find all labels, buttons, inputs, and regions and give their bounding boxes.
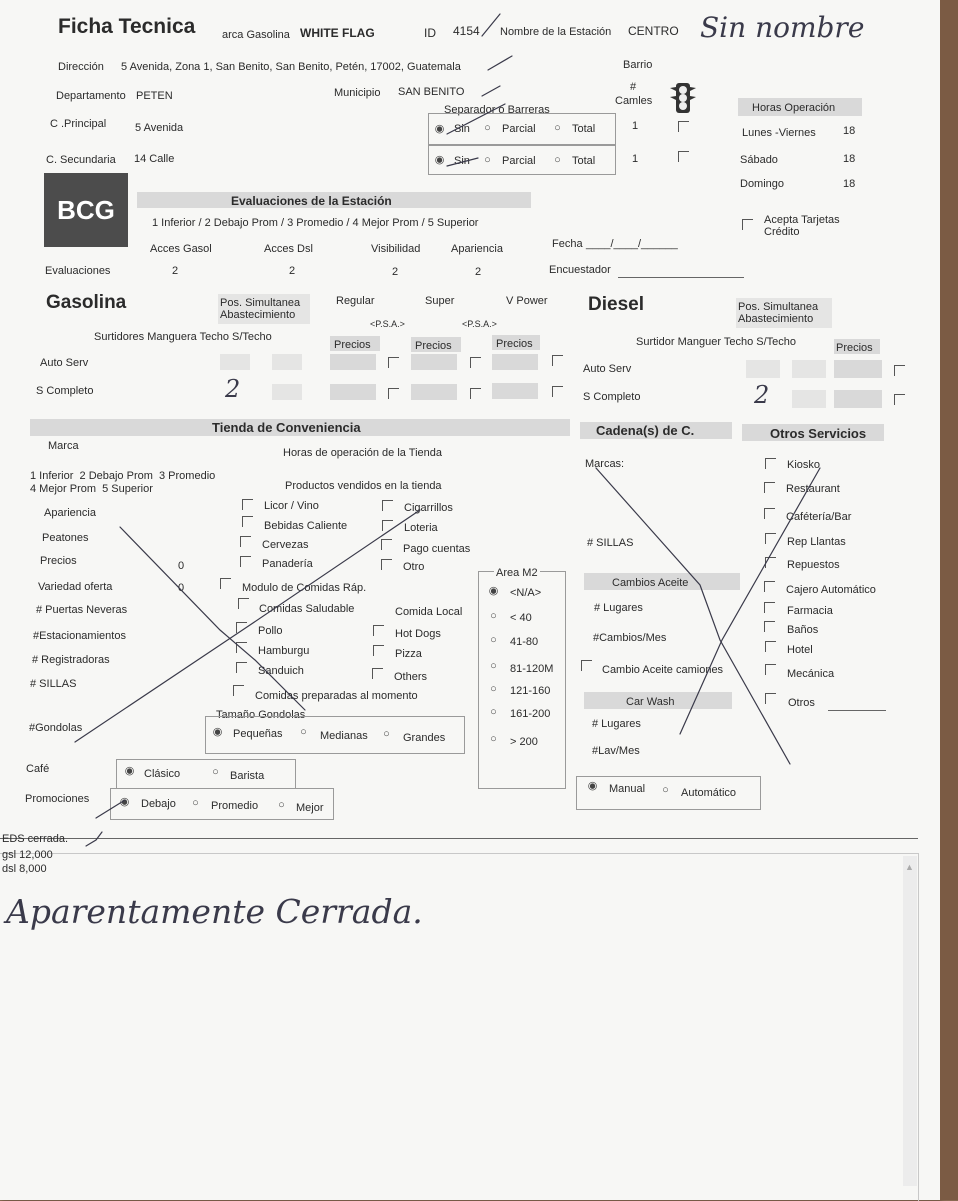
otros-title: Otros Servicios (770, 426, 867, 441)
sin-label-2: Sin (454, 155, 470, 167)
gas-psa-2: <P.S.A.> (462, 319, 497, 329)
automatico-label: Automático (681, 787, 737, 799)
radio-barista[interactable]: ○ (212, 766, 219, 778)
comida-local: Comida Local (395, 606, 463, 618)
tienda-title: Tienda de Conveniencia (212, 420, 361, 435)
separador-label: Separador o Barreras (444, 104, 550, 116)
otros-item-8: Baños (787, 624, 819, 636)
eval-col-4-label: Apariencia (451, 243, 503, 255)
otros-item-9: Hotel (787, 644, 813, 656)
direccion-value: 5 Avenida, Zona 1, San Benito, San Benito, Petén, 17002, Guatemala (121, 61, 461, 73)
area-radio-3[interactable]: ○ (490, 634, 497, 646)
gas-pos-sim: Pos. Simultanea Abastecimiento (220, 297, 301, 321)
horas-val-3: 18 (843, 178, 856, 190)
rating-label-7: # Registradoras (32, 654, 110, 666)
evaluaciones-title: Evaluaciones de la Estación (231, 194, 392, 208)
prod-left-4: Panadería (262, 558, 313, 570)
gas-s-completo-hand: 2 (225, 375, 241, 403)
id-value: 4154 (453, 24, 480, 38)
prod-left-3: Cervezas (262, 539, 309, 551)
radio-grandes[interactable]: ○ (383, 728, 390, 740)
nombre-handwritten: Sin nombre (700, 11, 865, 44)
principal-value: 5 Avenida (135, 122, 184, 134)
tienda-productos: Productos vendidos en la tienda (285, 480, 442, 492)
otros-item-1: Kiosko (787, 459, 821, 471)
form-title: Ficha Tecnica (58, 15, 196, 38)
total-label-1: Total (572, 123, 596, 135)
horas-day-2: Sábado (740, 154, 778, 166)
eval-col-2-label: Acces Dsl (264, 243, 313, 255)
radio-total-1[interactable]: ○ (554, 122, 561, 134)
camiles-label: Camles (615, 95, 653, 107)
departamento-value: PETEN (136, 90, 173, 102)
gas-super: Super (425, 295, 455, 307)
comida-1: Comidas Saludable (259, 603, 355, 615)
gas-precios-3: Precios (496, 338, 533, 350)
gondola-1: Pequeñas (233, 728, 283, 740)
tienda-marca: Marca (48, 440, 79, 452)
camiones-label: Cambio Aceite camiones (602, 664, 724, 676)
gondola-3: Grandes (403, 732, 446, 744)
comida-2: Pollo (258, 625, 283, 637)
radio-parcial-2[interactable]: ○ (484, 154, 491, 166)
cambios-mes: #Cambios/Mes (593, 632, 667, 644)
radio-sin-1[interactable]: ◉ (434, 123, 445, 135)
area-radio-5[interactable]: ○ (490, 683, 497, 695)
diesel-title: Diesel (588, 294, 644, 315)
cadena-title: Cadena(s) de C. (596, 423, 695, 438)
notes-line-3: dsl 8,000 (2, 863, 47, 875)
radio-total-2[interactable]: ○ (554, 154, 561, 166)
otros-item-6: Cajero Automático (786, 584, 876, 596)
gas-psa-1: <P.S.A.> (370, 319, 405, 329)
rating-label-6: #Estacionamientos (33, 630, 126, 642)
area-opt-1: <N/A> (510, 587, 542, 599)
horas-title: Horas Operación (752, 102, 836, 114)
prod-right-4: Otro (403, 561, 425, 573)
rating-value-3: 0 (178, 560, 185, 572)
horas-day-3: Domingo (740, 178, 785, 190)
cadena-sillas: # SILLAS (587, 537, 634, 549)
promociones-label: Promociones (25, 793, 90, 805)
rating-label-2: Peatones (42, 532, 89, 544)
otros-item-5: Repuestos (787, 559, 840, 571)
gas-vpower: V Power (506, 295, 548, 307)
cafe-barista: Barista (230, 770, 265, 782)
gas-regular: Regular (336, 295, 375, 307)
eval-col-4-value: 2 (475, 266, 482, 278)
comida-4: Sanduich (258, 665, 304, 677)
gas-auto-serv: Auto Serv (40, 357, 89, 369)
camiles-hash: # (630, 81, 637, 93)
eval-col-1-label: Acces Gasol (150, 243, 212, 255)
rating-label-5: # Puertas Neveras (36, 604, 128, 616)
notes-handwritten: Aparentamente Cerrada. (6, 892, 423, 931)
comida-right-3: Others (394, 671, 428, 683)
gas-columns: Surtidores Manguera Techo S/Techo (94, 331, 272, 343)
prod-left-2: Bebidas Caliente (264, 520, 348, 532)
promo-mejor: Mejor (296, 802, 324, 814)
carwash-title: Car Wash (626, 696, 675, 708)
horas-val-2: 18 (843, 153, 856, 165)
otros-item-4: Rep Llantas (787, 536, 846, 548)
eval-col-3-label: Visibilidad (371, 243, 421, 255)
radio-clasico[interactable]: ◉ (124, 765, 135, 777)
rating-label-1: Apariencia (44, 507, 96, 519)
camiles-row1: 1 (632, 120, 639, 132)
camiles-row2: 1 (632, 153, 639, 165)
nombre-label: Nombre de la Estación (500, 26, 612, 38)
dsl-auto-serv: Auto Serv (583, 363, 632, 375)
area-radio-2[interactable]: ○ (490, 610, 497, 622)
gas-precios-1: Precios (334, 339, 371, 351)
municipio-value: SAN BENITO (398, 86, 465, 98)
area-opt-2: < 40 (510, 612, 532, 624)
secundaria-value: 14 Calle (134, 153, 175, 165)
prod-right-2: Loteria (404, 522, 438, 534)
gas-s-completo: S Completo (36, 385, 94, 397)
radio-automatico[interactable]: ○ (662, 784, 669, 796)
prod-right-1: Cigarrillos (404, 502, 453, 514)
secundaria-label: C. Secundaria (46, 154, 116, 166)
cambios-title: Cambios Aceite (612, 577, 689, 589)
prod-right-3: Pago cuentas (403, 543, 471, 555)
radio-parcial-1[interactable]: ○ (484, 122, 491, 134)
radio-medianas[interactable]: ○ (300, 726, 307, 738)
area-opt-6: 161-200 (510, 708, 551, 720)
radio-mejor[interactable]: ○ (278, 799, 285, 811)
dsl-precios: Precios (836, 342, 873, 354)
sin-label-1: Sin (454, 123, 470, 135)
gas-precios-2: Precios (415, 340, 452, 352)
area-radio-4[interactable]: ○ (490, 660, 497, 672)
cafe-label: Café (26, 763, 50, 775)
scroll-up-arrow-icon[interactable]: ▲ (905, 862, 914, 872)
table-edge (940, 0, 958, 1200)
promo-debajo: Debajo (141, 798, 176, 810)
area-opt-5: 121-160 (510, 685, 551, 697)
otros-item-3: Cafétería/Bar (786, 511, 852, 523)
tienda-scale: 1 Inferior 2 Debajo Prom 3 Promedio 4 Mejor Prom 5 Superior (30, 470, 216, 495)
area-opt-3: 41-80 (510, 636, 539, 648)
dsl-s-completo-hand: 2 (754, 381, 770, 409)
area-opt-7: > 200 (510, 736, 538, 748)
encuestador-label: Encuestador (549, 264, 611, 276)
evaluaciones-scale: 1 Inferior / 2 Debajo Prom / 3 Promedio / 4 Mejor Prom / 5 Superior (152, 217, 479, 229)
principal-label: C .Principal (50, 118, 107, 130)
comida-right-2: Pizza (395, 648, 422, 660)
manual-label: Manual (609, 783, 646, 795)
parcial-label-1: Parcial (502, 123, 536, 135)
radio-sin-2[interactable]: ◉ (434, 154, 445, 166)
horas-day-1: Lunes -Viernes (742, 127, 816, 139)
radio-pequenas[interactable]: ◉ (212, 726, 223, 738)
eval-col-2-value: 2 (289, 265, 296, 277)
cambios-lugares: # Lugares (594, 602, 643, 614)
evaluaciones-row-label: Evaluaciones (45, 265, 111, 277)
total-label-2: Total (572, 155, 596, 167)
rating-label-3: Precios (40, 555, 77, 567)
area-radio-6[interactable]: ○ (490, 706, 497, 718)
barrio-label: Barrio (623, 59, 653, 71)
cafe-clasico: Clásico (144, 768, 181, 780)
radio-promedio[interactable]: ○ (192, 797, 199, 809)
radio-debajo[interactable]: ◉ (119, 796, 130, 808)
fecha-field[interactable]: ____/____/______ (586, 238, 678, 250)
eval-col-3-value: 2 (392, 266, 399, 278)
comida-right-1: Hot Dogs (395, 628, 441, 640)
preparadas-label: Comidas preparadas al momento (255, 690, 418, 702)
area-radio-7[interactable]: ○ (490, 733, 497, 745)
marca-label: arca Gasolina (222, 29, 290, 41)
parcial-label-2: Parcial (502, 155, 536, 167)
departamento-label: Departamento (56, 90, 126, 102)
eval-col-1-value: 2 (172, 265, 179, 277)
gasolina-title: Gasolina (46, 292, 127, 313)
prod-left-1: Licor / Vino (264, 500, 319, 512)
modulo-label: Modulo de Comidas Ráp. (242, 582, 367, 594)
dsl-pos-sim: Pos. Simultanea Abastecimiento (738, 301, 819, 325)
horas-val-1: 18 (843, 125, 856, 137)
notes-line-2: gsl 12,000 (2, 849, 53, 861)
area-opt-4: 81-120M (510, 663, 554, 675)
fecha-label: Fecha (552, 238, 583, 250)
dsl-s-completo: S Completo (583, 391, 641, 403)
rating-label-4: Variedad oferta (38, 581, 113, 593)
area-radio-1[interactable]: ◉ (488, 585, 499, 597)
nombre-value: CENTRO (628, 24, 679, 38)
cadena-marcas: Marcas: (585, 458, 625, 470)
dsl-columns: Surtidor Manguer Techo S/Techo (636, 336, 796, 348)
gondolas-title: Tamaño Gondolas (216, 709, 306, 721)
id-label: ID (424, 26, 436, 40)
direccion-label: Dirección (58, 61, 104, 73)
bcg-logo: BCG (44, 173, 128, 247)
rating-label-9: #Gondolas (29, 722, 83, 734)
otros-item-10: Mecánica (787, 668, 835, 680)
carwash-lugares: # Lugares (592, 718, 641, 730)
gondola-2: Medianas (320, 730, 368, 742)
otros-item-7: Farmacia (787, 605, 833, 617)
comida-3: Hamburgu (258, 645, 310, 657)
promo-promedio: Promedio (211, 800, 259, 812)
notes-line-1: EDS cerrada. (2, 833, 69, 845)
otros-item-2: Restaurant (786, 483, 840, 495)
marca-value: WHITE FLAG (300, 26, 375, 40)
tarjetas-label: Acepta Tarjetas Crédito (764, 214, 840, 238)
carwash-lav-mes: #Lav/Mes (592, 745, 640, 757)
tienda-horas: Horas de operación de la Tienda (283, 447, 442, 459)
rating-value-4: 0 (178, 582, 185, 594)
otros-item-11: Otros (788, 697, 815, 709)
rating-label-8: # SILLAS (30, 678, 77, 690)
municipio-label: Municipio (334, 87, 381, 99)
radio-manual[interactable]: ◉ (587, 780, 598, 792)
area-title: Area M2 (496, 567, 538, 579)
